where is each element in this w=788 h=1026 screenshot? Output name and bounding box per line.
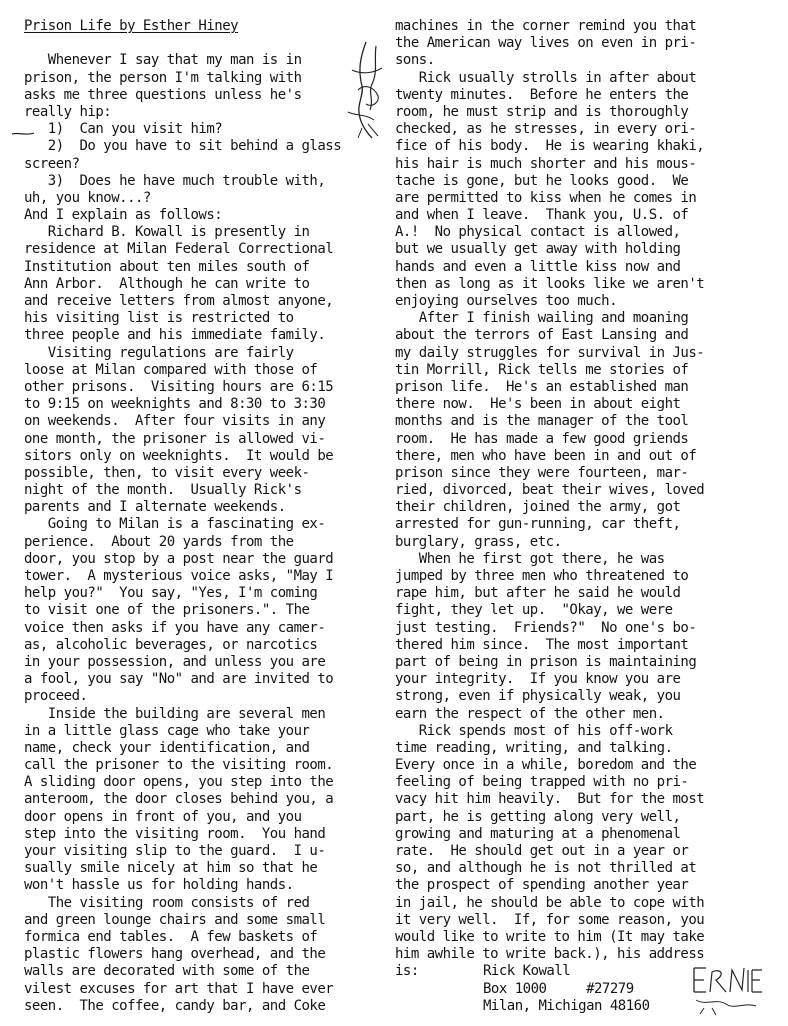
left-column-line: help you?" You say, "Yes, I'm coming [24,585,318,602]
left-column-line: door opens in front of you, and you [24,808,302,825]
right-column-line: feeling of being trapped with no pri- [395,774,689,791]
right-column-line: about the terrors of East Lansing and [395,327,689,344]
left-column-line: to 9:15 on weeknights and 8:30 to 3:30 [24,396,326,413]
left-column-line: his visiting list is restricted to [24,310,294,327]
right-column-line: prison life. He's an established man [395,378,689,395]
right-column-line: fice of his body. He is wearing khaki, [395,138,705,155]
left-column-line: three people and his immediate family. [24,327,326,344]
left-column [24,18,386,1015]
right-column-line: rate. He should get out in a year or [395,843,689,859]
right-column-line: vacy hit him heavily. But for the most [395,791,705,808]
right-column-line: fight, they let up. "Okay, we were [395,602,673,619]
left-column-line: really hip: [24,103,112,120]
left-column-line: seen. The coffee, candy bar, and Coke [24,997,326,1014]
right-column-line: is: [395,963,419,980]
right-column-line: the prospect of spending another year [395,877,689,894]
left-column-line: Ann Arbor. Although he can write to [24,275,310,292]
right-column-line: A.! No physical contact is allowed, [395,224,681,241]
right-column-line: part, he is getting along very well, [395,808,681,825]
left-column-line: your visiting slip to the guard. I u- [24,843,326,859]
right-column-line: are permitted to kiss when he comes in [395,189,697,206]
right-column-line: enjoying ourselves too much. [395,293,618,309]
right-column-line: months and is the manager of the tool [395,413,689,430]
right-column-line: there, men who have been in and out of [395,447,697,464]
left-column-line: step into the visiting room. You hand [24,825,326,842]
left-column-line: in a little glass cage who take your [24,722,310,739]
left-column-line: one month, the prisoner is allowed vi- [24,430,326,447]
left-column-line: tower. A mysterious voice asks, "May I [24,568,334,584]
right-column-line: machines in the corner remind you that [395,18,697,34]
right-column-line: hands and even a little kiss now and [395,258,681,275]
hand-drawn-doodle [338,40,394,140]
left-column-line: prison, the person I'm talking with [24,69,302,86]
right-column-line: tache is gone, but he looks good. We [395,172,689,189]
left-column-line: night of the month. Usually Rick's [24,482,302,499]
left-column-line: other prisons. Visiting hours are 6:15 [24,378,334,395]
left-column-line: asks me three questions unless he's [24,86,302,103]
right-column-line: the American way lives on even in pri- [395,35,697,52]
right-column-line: there now. He's been in about eight [395,396,681,413]
left-column-line: proceed. [24,688,88,705]
right-column-line: rape him, but after he said he would [395,585,681,602]
left-column-line: The visiting room consists of red [24,894,310,911]
right-column-line: ried, divorced, beat their wives, loved [395,482,705,499]
left-column-line: on weekends. After four visits in any [24,413,326,430]
right-column-line: sons. [395,52,435,69]
right-column-line: room, he must strip and is thoroughly [395,103,689,120]
left-column-line: 1) Can you visit him? [24,121,223,138]
right-column-line: growing and maturing at a phenomenal [395,825,681,842]
left-column-line: possible, then, to visit every week- [24,464,310,481]
right-column-line: and when I leave. Thank you, U.S. of [395,207,689,224]
left-column-line: 3) Does he have much trouble with, [24,172,326,189]
right-column-line: burglary, grass, etc. [395,533,562,550]
left-column-line: sually smile nicely at him so that he [24,860,318,877]
left-column-line: vilest excuses for art that I have ever [24,980,334,997]
right-column-line: would like to write to him (It may take [395,928,705,945]
left-column-line: in your possession, and unless you are [24,653,326,670]
left-column-line: sitors only on weeknights. It would be [24,447,334,464]
right-column-line: it very well. If, for some reason, you [395,911,705,928]
right-column-line: twenty minutes. Before he enters the [395,86,689,103]
right-column-line: him awhile to write back.), his address [395,946,705,963]
left-column-line: voice then asks if you have any camer- [24,619,326,636]
left-column-line: formica end tables. A few baskets of [24,928,318,945]
right-column-line: When he first got there, he was [395,550,665,567]
left-column-line: plastic flowers hang overhead, and the [24,946,326,963]
right-column-line: Rick usually strolls in after about [395,69,697,86]
left-column-line: uh, you know...? [24,189,151,206]
left-column-line: as, alcoholic beverages, or narcotics [24,636,318,653]
right-column-line: in jail, he should be able to cope with [395,894,705,911]
left-column-line: and receive letters from almost anyone, [24,293,334,309]
right-column-line: Every once in a while, boredom and the [395,757,697,774]
left-column-line: won't hassle us for holding hands. [24,877,294,894]
left-column-line: And I explain as follows: [24,207,223,224]
right-column-line: my daily struggles for survival in Jus- [395,344,705,361]
left-column-line: call the prisoner to the visiting room. [24,757,334,774]
right-column-line: then as long as it looks like we aren't [395,275,705,292]
right-column-line: but we usually get away with holding [395,241,681,258]
right-column-line: After I finish wailing and moaning [395,310,689,327]
left-column-line: and green lounge chairs and some small [24,911,326,928]
left-column-line: perience. About 20 yards from the [24,533,294,550]
left-column-line: A sliding door opens, you step into the [24,774,334,791]
left-column-line: residence at Milan Federal Correctional [24,241,334,258]
article-title: Prison Life by Esther Hiney [24,18,239,34]
address-city: Milan, Michigan 48160 [483,997,650,1014]
left-column-line: screen? [24,155,80,172]
margin-mark [12,131,34,137]
left-column-line: Visiting regulations are fairly [24,344,294,361]
left-column-line: Whenever I say that my man is in [24,52,302,69]
right-column-line: part of being in prison is maintaining [395,653,697,670]
handwritten-signature [686,958,766,1016]
right-column-line: checked, as he stresses, in every ori- [395,121,697,138]
left-column-line: door, you stop by a post near the guard [24,550,334,567]
right-column-line: room. He has made a few good griends [395,430,689,447]
left-column-line: to visit one of the prisoners.". The [24,602,310,619]
right-column-line: your integrity. If you know you are [395,671,681,688]
left-column-line: Inside the building are several men [24,705,326,722]
right-column-line: thered him since. The most important [395,636,689,653]
left-column-line: a fool, you say "No" and are invited to [24,671,334,688]
right-column-line: arrested for gun-running, car theft, [395,516,681,533]
left-column-line: walls are decorated with some of the [24,963,310,980]
left-column-text [24,35,386,1015]
left-column-line: Going to Milan is a fascinating ex- [24,516,326,533]
left-column-line [24,35,386,52]
left-column-line: parents and I alternate weekends. [24,499,286,516]
right-column-line: prison since they were fourteen, mar- [395,464,689,481]
left-column-line: name, check your identification, and [24,739,310,756]
right-column-line: so, and although he is not thrilled at [395,860,697,877]
address-name: Rick Kowall [483,963,571,980]
right-column-text [395,18,765,981]
right-column-line: strong, even if physically weak, you [395,688,681,705]
left-column-line: Institution about ten miles south of [24,258,310,275]
left-column-line: loose at Milan compared with those of [24,361,318,378]
left-column-line: 2) Do you have to sit behind a glass [24,138,342,155]
right-column-line: their children, joined the army, got [395,499,681,516]
left-column-line: Richard B. Kowall is presently in [24,224,310,241]
right-column-line: earn the respect of the other men. [395,705,665,722]
address-box: Box 1000 #27279 [483,980,634,997]
left-column-line: anteroom, the door closes behind you, a [24,791,334,808]
right-column-line: time reading, writing, and talking. [395,739,673,756]
right-column-line: jumped by three men who threatened to [395,568,689,584]
right-column-line: Rick spends most of his off-work [395,722,673,739]
right-column-line: tin Morrill, Rick tells me stories of [395,361,689,378]
right-column-line: his hair is much shorter and his mous- [395,155,697,172]
right-column [395,18,765,1015]
right-column-line: just testing. Friends?" No one's bo- [395,619,697,636]
